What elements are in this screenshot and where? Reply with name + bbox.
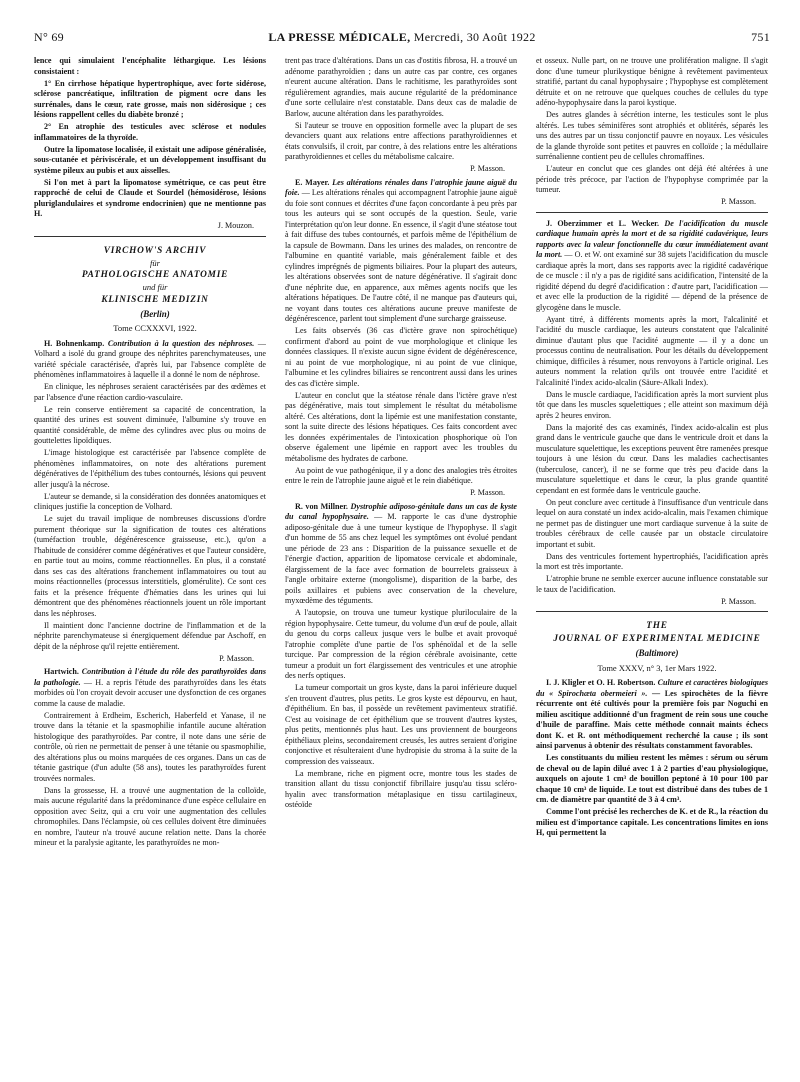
paragraph: et osseux. Nulle part, on ne trouve une prolifération maligne. Il s'agit donc d'une tumeur plurikystique bénigne à revêtement pavimenteux stratifié, partant du canal hypophysaire ; l'hypophyse est complètement détruite et on ne retrouve que quelques couches de cellules du type adéno-hypophysaire dans la paroi kystique.: [536, 56, 768, 107]
running-title: [34, 30, 770, 45]
paragraph: L'auteur se demande, si la considération des données anatomiques et cliniques justifie la conception de Volhard.: [34, 491, 266, 511]
paragraph: Ayant titré, à différents moments après la mort, l'alcalinité et l'acidité du muscle cardiaque, les auteurs constatent que l'alcalinité diminue d'autant plus que l'acidité augmente — il y a donc un processus continu de neutralisation. Pour les détails du développement chimique, difficiles à résumer, nous renvoyons à l'article original. Les auteurs nomment la relation qu'ils ont trouvée entre l'acidité et l'alcalinité l'index acido-alcalin (Säure-Alkali Index).: [536, 314, 768, 387]
paragraph: Le sujet du travail implique de nombreuses discussions d'ordre purement théorique sur la signification de toutes ces altérations (tuméfaction trouble, dégénérescence graisseuse, etc.), qu'on a l'habitude de considérer comme dégénératives et que l'auteur considère, en partie tout au moins, comme réactionnelles. En plus, il a constaté dans ses cas des altérations franchement inflammatoires ou tout au moins réactionnelles (processus interstitiels, glomérulite). Ce sont ces faits et la présence fréquente d'hématies dans les urines qui lui démontrent que des phénomènes réactionnels jouent un rôle important dans les néphroses.: [34, 514, 266, 618]
paragraph: Il maintient donc l'ancienne doctrine de l'inflammation et de la néphrite parenchymateuse si énergiquement défendue par Aschoff, en dépit de la néphrose qu'il rejette entièrement.: [34, 620, 266, 651]
paragraph: Le rein conserve entièrement sa capacité de concentration, la quantité des urines est souvent diminuée, l'albumine s'y trouve en quantité considérable, de même des cylindres avec plus ou moins de gouttelettes lipoïdiques.: [34, 404, 266, 445]
journal-city: (Berlin): [140, 308, 170, 319]
paragraph: 2° En atrophie des testicules avec sclérose et nodules inflammatoires de la thyroïde.: [34, 122, 266, 142]
article-abstract: [285, 178, 517, 325]
paragraph: On peut conclure avec certitude à l'insuffisance d'un ventricule dans lequel on aura constaté un index acido-alcalin, mais l'examen chimique ne permet pas de distinguer une mort cardiaque survenue à la suite de troubles cérébraux de celle causée par un obstacle circulatoire important et subit.: [536, 497, 768, 549]
paragraph: L'image histologique est caractérisée par l'absence complète de phénomènes inflammatoires, on note des altérations purement dégénératives de l'épithélium des tubes contournés, lésions qui peuvent aller jusqu'à la nécrose.: [34, 448, 266, 489]
paragraph: Les constituants du milieu restent les mêmes : sérum ou sérum de cheval ou de lapin dilué avec 1 à 2 parties d'eau physiologique, auxquels on ajoute 1 cm³ de bouillon peptoné à 10 pour 100 par chaque 10 cm³ de liquide. Le tout est distribué dans des tubes de 1 cm. de diamètre par quantité de 3 à 4 cm³.: [536, 753, 768, 804]
article-author: R. von Millner.: [295, 501, 348, 511]
paragraph: L'auteur en conclut que la stéatose rénale dans l'ictère grave n'est pas dégénérative, mais tout simplement le résultat du métabolisme altéré. Ces altérations, dont la lipémie est une manifestation constante, sont la suite directe des lésions hépatiques. Ces faits concordent avec les données expérimentales de l'intoxication phosphorique où l'on observe également une lipémie en rapport avec les troubles du métabolisme des hydrates de carbone.: [285, 390, 517, 463]
paragraph: lence qui simulaient l'encéphalite léthargique. Les lésions consistaient :: [34, 56, 266, 76]
article-text: — Volhard a isolé du grand groupe des néphrites parenchymateuses, une variété spéciale caractérisée, d'après lui, par l'absence complète de phénomènes inflammatoires à laquelle il a donné le nom de néphrose.: [34, 338, 266, 379]
paragraph: Si l'on met à part la lipomatose symétrique, ce cas peut être rapproché de celui de Claude et Sourdel (hémosidérose, lésions pluriglandulaires et syndrome endocrinien) que ne mentionne pas H.: [34, 177, 266, 218]
column-1: [34, 56, 266, 1072]
publication-name: LA PRESSE MÉDICALE,: [268, 30, 411, 44]
signature: J. Mouzon.: [217, 221, 254, 230]
journal-subtitle: PATHOLOGISCHE ANATOMIE: [81, 270, 229, 280]
signature: P. Masson.: [470, 488, 505, 497]
paragraph: Comme l'ont précisé les recherches de K. et de R., la réaction du milieu est d'importance capitale. Les concentrations limites en ions H, qui permettent la: [536, 807, 768, 837]
journal-city: (Baltimore): [635, 648, 679, 658]
article-author: E. Mayer.: [295, 177, 330, 187]
article-abstract: [536, 678, 768, 752]
page-number: 751: [751, 30, 770, 44]
paragraph: Des autres glandes à sécrétion interne, les testicules sont le plus altérés. Les tubes séminifères sont atrophiés et oblitérés, séparés les uns des autres par un tissu conjonctif pauvre en noyaux. Les vésicules de la glande thyroïde sont petites et pauvres en colloïde ; la médullaire surrénalienne contient peu de cellules chromaffines.: [536, 110, 768, 161]
signature: P. Masson.: [219, 653, 254, 663]
paragraph: Dans des ventricules fortement hypertrophiés, l'acidification après la mort est très importante.: [536, 551, 768, 571]
paragraph: Contrairement à Erdheim, Escherich, Haberfeld et Yanase, il ne trouve dans la tétanie et la spasmophilie infantile aucune altération histologique des parathyroïdes. Par contre, il note dans une série de contrôle, où rien ne permettait de penser à une tétanie ou spasmophilie, des altérations plus ou moins marquées de ces organes. Dans un cas de tétanie gastrique (d'un adulte (58 ans), toutes les parathyroïdes furent trouvées normales.: [34, 710, 266, 783]
paragraph: Dans la majorité des cas examinés, l'index acido-alcalin est plus grand dans le ventricule gauche que dans le ventricule droit et dans la musculature squelettique, les exceptions peuvent être ramenées presque toujours à une lésion du cœur. Dans les maladies cachectisantes (tuberculose, cancer), il ne se forme que très peu d'acide dans la musculature squelettique et dans le cœur, la plus grande quantité cependant en est formée dans le ventricule gauche.: [536, 422, 768, 495]
column-2: [285, 56, 517, 1072]
paragraph: Outre la lipomatose localisée, il existait une adipose généralisée, sous-cutanée et périviscérale, et un développement insuffisant du système pileux au pubis et aux aisselles.: [34, 144, 266, 175]
paragraph: L'atrophie brune ne semble exercer aucune influence constatable sur le taux de l'acidification.: [536, 574, 768, 594]
section-divider: [536, 611, 768, 612]
article-text: — M. rapporte le cas d'une dystrophie adiposo-génitale due à une tumeur kystique de l'hypophyse. Il s'agit d'un homme de 55 ans chez lequel les symptômes ont évolué pendant une période de 23 ans : Disparition de la puissance sexuelle et de l'énergie d'action, apparition de lipomatose cervicale et abdominale, élargissement de la face avec formation de bourrelets graisseux à l'angle orbitaire externe (mongolisme), disparition de la barbe, des poils axillaires et pubiens avec conservation de la chevelure, myxœdème des téguments.: [285, 512, 517, 605]
article-title: Culture et caractères biologiques du « Spirochæta obermeieri ».: [536, 678, 768, 698]
journal-title: VIRCHOW'S ARCHIV: [103, 245, 207, 256]
signature: P. Masson.: [470, 164, 505, 173]
article-text: — Les altérations rénales qui accompagnent l'atrophie jaune aiguë du foie sont connues et décrites d'une façon concordante à peu près par tous les auteurs qui se sont occupés de la question. Seule, varie l'interprétation qu'on leur donne. En essence, il s'agit d'une stéatose tout à fait diffuse des tubes contournés, et parfois même de l'épithélium de la capsule de Bowmann. Dans les urines des malades, on rencontre de l'albumine en quantité variable, mais généralement faible et des cylindres imprégnés de pigments biliaires. Pour la plupart des auteurs, les altérations observées sont de nature dégénérative. Il s'agirait donc d'une néphrite due, en apparence, aux mêmes agents nocifs que les altérations hépatiques. De l'autre côté, il ne manque pas d'auteurs qui, ne voyant dans toutes ces altérations aucune preuve manifeste de dégénérescence, parlent tout simplement d'une surcharge graisseuse.: [285, 188, 517, 323]
section-divider: [536, 212, 768, 213]
article-abstract: [285, 502, 517, 607]
journal-subtitle: für: [150, 257, 160, 268]
article-author: H. Bohnenkamp.: [44, 338, 105, 348]
volume-info: Tome CCXXXVI, 1922.: [113, 323, 197, 333]
article-author: J. Oberzimmer et L. Wecker.: [546, 218, 660, 228]
publication-date: Mercredi, 30 Août 1922: [413, 30, 536, 44]
paragraph: Dans le muscle cardiaque, l'acidification après la mort survient plus tôt que dans les muscles squelettiques ; elle atteint son maximum déjà après 2 heures environ.: [536, 389, 768, 420]
page-header: [34, 30, 770, 46]
article-title: Contribution à la question des néphroses.: [107, 338, 255, 348]
paragraph: La tumeur comportait un gros kyste, dans la paroi inférieure duquel s'en trouvent d'autres, plus petits. Le gros kyste est dépourvu, en haut, d'épithélium. En bas, il possède un revêtement pavimenteux stratifié. C'est au voisinage de cet épithélium que se trouvent d'autres kystes, plus petits, mentionnés plus haut. Les uns proviennent de bourgeons épithéliaux pleins, secondairement creusés, les autres seraient d'origine conjonctive et résulteraient d'une hydropisie du stroma à la suite de la compression des vaisseaux.: [285, 683, 517, 766]
signature: P. Masson.: [721, 596, 756, 606]
issue-number: N° 69: [34, 30, 64, 44]
paragraph: trent pas trace d'altérations. Dans un cas d'ostitis fibrosa, H. a trouvé un adénome parathyroïdien ; dans un autre cas par contre, ces organes n'eurent aucune altération. Dans le rachitisme, les parathyroïdes sont régulièrement agrandies, mais aucune régularité de la prédominance d'une sorte cellulaire n'est constatable. Dans deux cas de maladie de Barlow, aucune altération dans les parathyroïdes.: [285, 56, 517, 118]
paragraph: Au point de vue pathogénique, il y a donc des analogies très étroites entre le rein de l'atrophie jaune aiguë et le rein diabétique.: [285, 465, 517, 485]
article-title: Dystrophie adiposo-génitale dans un cas de kyste du canal hypophysaire.: [285, 501, 517, 521]
paragraph: A l'autopsie, on trouva une tumeur kystique pluriloculaire de la région hypophysaire. Cette tumeur, du volume d'un œuf de poule, allait du genou du corps calleux jusque vers le bulbe et avait provoqué l'atrophie complète d'une partie de l'os sphénoïdal et de la selle turcique. Par compression de la région cérébrale avoisinante, cette tumeur a produit un fort élargissement des ventricules et une atrophie des nerfs optiques.: [285, 608, 517, 680]
paragraph: L'auteur en conclut que ces glandes ont déjà été altérées à une période très précoce, par l'action de l'hypophyse comprimée par la tumeur.: [536, 164, 768, 194]
article-author: I. J. Kligler et O. H. Robertson.: [546, 678, 656, 687]
article-abstract: [536, 219, 768, 314]
paragraph: La membrane, riche en pigment ocre, montre tous les stades de transition allant du tissu conjonctif fibrillaire jusqu'au tissu scléro-hyalin avec transformation métaplasique en tissu cartilagineux, ostéoïde: [285, 768, 517, 809]
paragraph: 1° En cirrhose hépatique hypertrophique, avec forte sidérose, sclérose pancréatique, infiltration de pigment ocre dans les surrénales, dans le cœur, rate grosse, mais non sidérosique ; ces lésions rappellent celles du diabète bronzé ;: [34, 78, 266, 119]
paragraph: Dans la grossesse, H. a trouvé une augmentation de la colloïde, mais aucune régularité dans la prédominance d'une espèce cellulaire en opposition avec Seitz, qui a cru voir une augmentation des cellules chromophiles. Dans l'éclampsie, où ces cellules doivent être diminuées en nombre, l'auteur n'a trouvé aucune relation nette. Dans la chorée mineur et la paralysie agitante, les parathyroïdes ne mon-: [34, 785, 266, 847]
article-title: De l'acidification du muscle cardiaque humain après la mort et de sa rigidité cadavérique, leurs rapports avec la valeur fonctionnelle du cœur immédiatement avant la mort.: [536, 218, 768, 259]
paragraph: Les faits observés (36 cas d'ictère grave non spirochétique) confirment d'abord au point de vue morphologique et clinique les données classiques. Il n'existe aucun signe évident de dégénérescence, ni au point de vue morphologique, ni au point de vue clinique, l'albumine et les cylindres biliaires se rencontrent aussi dans les urines des cas d'ictère simple.: [285, 326, 517, 388]
article-title: Contribution à l'étude du rôle des parathyroïdes dans la pathologie.: [34, 667, 266, 687]
journal-subtitle: KLINISCHE MEDIZIN: [101, 294, 209, 305]
article-abstract: [34, 339, 266, 381]
article-text: — H. a repris l'étude des parathyroïdes dans les états morbides où l'on croyait devoir accuser une dysfonction de ces organes comme la cause de maladie.: [34, 677, 266, 708]
journal-subtitle: und für: [142, 282, 168, 292]
journal-title: JOURNAL OF EXPERIMENTAL MEDICINE: [553, 634, 761, 644]
article-text: — O. et W. ont examiné sur 38 sujets l'acidification du muscle cardiaque après la mort, dans ses rapports avec la rigidité cadavérique de ce muscle : il n'y a pas de rigidité sans acidification, l'intensité de la rigidité dépend du degré d'acidification : d'autre part, l'acidification — et avec elle la production de la rigidité — dépend de la présence de glycogène dans le muscle.: [536, 250, 768, 312]
article-text: — Les spirochètes de la fièvre récurrente ont été cultivés pour la première fois par Noguchi en milieu ascitique additionné d'un fragment de rein sous une couche d'huile de paraffine. Mais cette méthode connait maints échecs dont K. et R. ont méthodiquement recherché la cause ; ils sont ainsi parvenus à obtenir des résultats constamment favorables.: [536, 688, 768, 750]
column-3: [536, 56, 768, 1072]
section-divider: [34, 236, 266, 237]
article-abstract: [34, 667, 266, 709]
journal-article: THE: [646, 621, 668, 631]
paragraph: Si l'auteur se trouve en opposition formelle avec la plupart de ses devanciers quant aux relations entre affections parathyroïdiennes et états convulsifs, il croit, par contre, à des relations entre les altérations parathyroïdiennes et celles du métabolisme calcaire.: [285, 120, 517, 161]
volume-info: Tome XXXV, n° 3, 1er Mars 1922.: [597, 662, 717, 673]
signature: P. Masson.: [721, 197, 756, 206]
paragraph: En clinique, les néphroses seraient caractérisées par des œdèmes et par l'absence d'une réaction cardio-vasculaire.: [34, 382, 266, 402]
article-author: Hartwich.: [44, 667, 79, 676]
article-title: Les altérations rénales dans l'atrophie jaune aiguë du foie.: [285, 177, 517, 197]
